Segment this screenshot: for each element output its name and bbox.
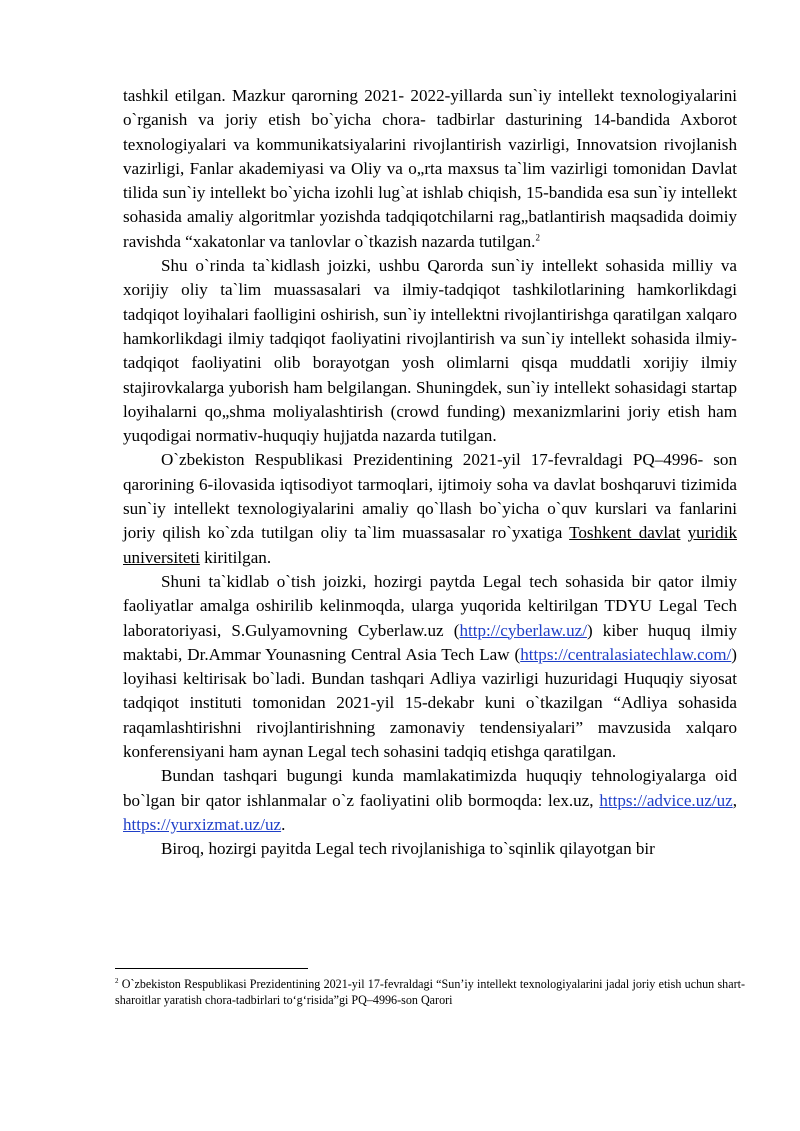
cyberlaw-link[interactable]: http://cyberlaw.uz/ [459,620,587,640]
paragraph-5 [123,764,737,837]
paragraph-5-end: . [281,814,286,834]
paragraph-4-text-3: ) loyihasi keltirisak bo`ladi. Bundan tashqari Adliya vazirligi huzuridagi Huquqiy siyosat tadqiqot instituti tomonidan 2021-yil 15-dekabr kuni o`tkazilgan “Adliya sohasida raqamlashtirishni rivojlantirishning zamonaviy tendensiyalari” mavzusida xalqaro konferensiyani ham aynan Legal tech sohasini tadqiq etishga qaratilgan. [123,644,737,762]
footnote [115,976,745,1008]
paragraph-1 [123,84,737,254]
paragraph-3-end: kiritilgan. [199,547,272,567]
paragraph-2: Shu o`rinda ta`kidlash joizki, ushbu Qarorda sun`iy intellekt sohasida milliy va xorijiy oliy ta`lim muassasalari va ilmiy-tadqiqot tashkilotlarining hamkorlikdagi tadqiqot loyihalari faolligini oshirish, sun`iy intellektni rivojlantirishga qaratilgan xalqaro hamkorlikdagi ilmiy tadqiqot faoliyatini rivojlantirish va sun`iy intellekt sohasida ilmiy- tadqiqot faoliyatini olib borayotgan yosh olimlarni qisqa muddatli xorijiy ilmiy stajirovkalarga yuborish ham belgilangan. Shuningdek, sun`iy intellekt sohasidagi startap loyihalarni qo„shma moliyalashtirish (crowd funding) mexanizmlarini joriy etish ham yuqodigai normativ-huquqiy hujjatda nazarda tutilgan. [123,256,737,446]
paragraph-1-text: tashkil etilgan. Mazkur qarorning 2021- 2022-yillarda sun`iy intellekt texnologiyalarini o`rganish va joriy etish bo`yicha chora- tadbirlar dasturining 14-bandida Axborot texnologiyalari va kommunikatsiyalarini rivojlantirish vazirligi, Innovatsion rivojlanish vazirligi, Fanlar akademiyasi va Oliy va o„rta maxsus ta`lim vazirligi tomonidan Davlat tilida sun`iy intellekt bo`yicha izohli lug`at ishlab chiqish, 15-bandida esa sun`iy intellekt sohasida amaliy algoritmlar yozishda tadqiqotchilarni rag„batlantirish maqsadida doimiy ravishda “xakatonlar va tanlovlar o`tkazish nazarda tutilgan. [123,86,737,251]
paragraph-4-text-1: Shuni ta`kidlab o`tish joizki, hozirgi paytda Legal tech sohasida bir qator ilmiy faoliyatlar amalga oshirilib kelinmoqda, ularga yuqorida keltirilgan TDYU Legal Tech laboratoriyasi, S.Gulyamovning Cyberlaw.uz ( [123,571,737,640]
underlined-university-name-part-1: Toshkent davlat [569,523,681,543]
underlined-university-name-part-2: yuridik universiteti [123,523,738,567]
footnote-separator [115,968,308,969]
yurxizmat-link[interactable]: https://yurxizmat.uz/uz [123,814,282,834]
body-text [123,84,737,862]
paragraph-4-text-2: ) kiber huquq ilmiy maktabi, Dr.Ammar Younasning Central Asia Tech Law ( [123,620,737,664]
footnote-reference[interactable]: 2 [535,232,540,243]
paragraph-6: Biroq, hozirgi payitda Legal tech rivojlanishiga to`sqinlik qilayotgan bir [161,839,655,859]
footnote-marker: 2 [115,976,119,985]
paragraph-3-text: O`zbekiston Respublikasi Prezidentining 2021-yil 17-fevraldagi PQ–4996- son qarorining 6-ilovasida iqtisodiyot tarmoqlari, ijtimoiy soha va davlat boshqaruvi tizimida sun`iy intellekt texnologiyalarini amaliy qo`llash bo`yicha o`quv kurslari va fanlarini joriy qilish ko`zda tutilgan oliy ta`lim muassasalar ro`yxatiga [123,450,737,543]
link-separator: , [732,790,737,810]
paragraph-4 [123,570,737,764]
paragraph-5-text: Bundan tashqari bugungi kunda mamlakatimizda huquqiy tehnologiyalarga oid bo`lgan bir qator ishlanmalar o`z faoliyatini olib bormoqda: lex.uz, [123,766,737,810]
footnote-text: O`zbekiston Respublikasi Prezidentining 2021-yil 17-fevraldagi “Sun’iy intellekt texnologiyalarini jadal joriy etish uchun shart-sharoitlar yaratish chora-tadbirlari to‘g‘risida”gi PQ–4996-son Qarori [115,977,745,1007]
centralasiatechlaw-link[interactable]: https://centralasiatechlaw.com/ [520,644,732,664]
paragraph-3 [123,448,737,569]
advice-link[interactable]: https://advice.uz/uz [599,790,733,810]
